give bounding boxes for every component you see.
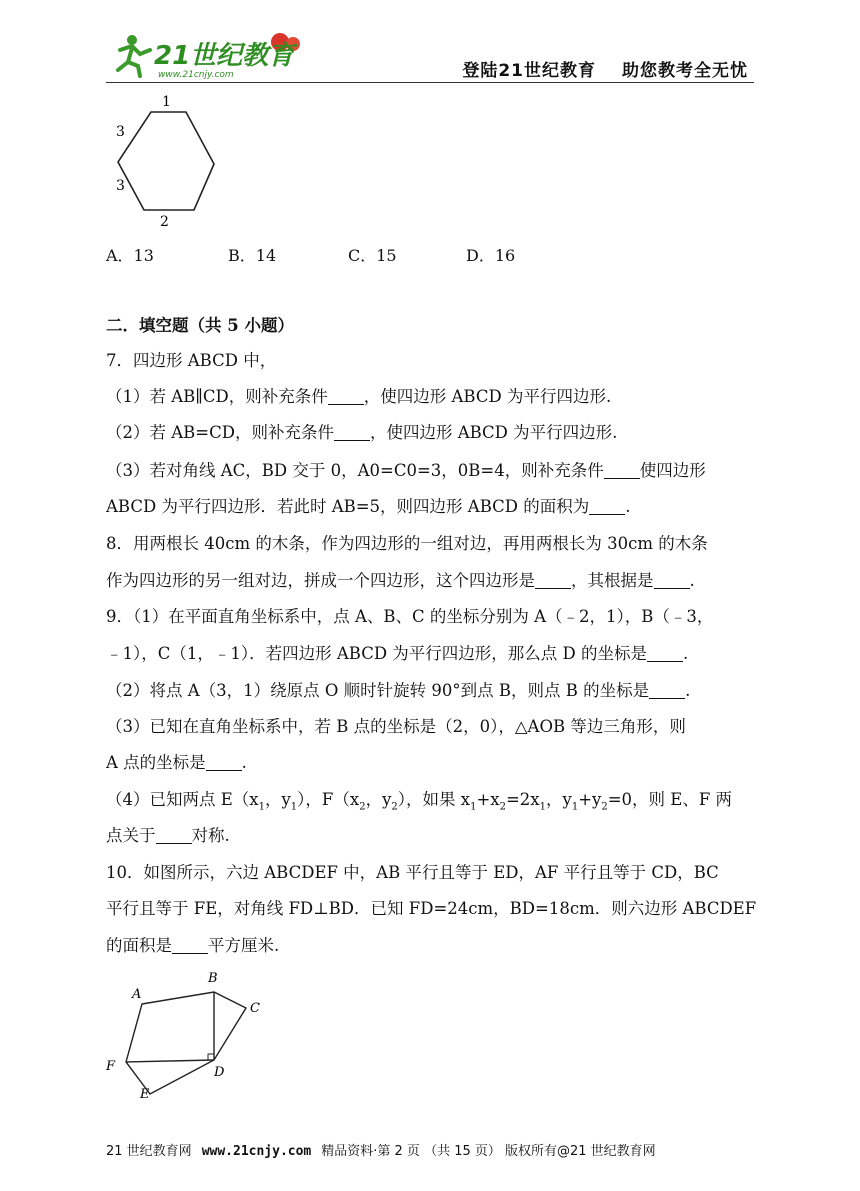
- page-header: [0, 0, 860, 90]
- q9-line7: 点关于 对称.: [106, 826, 230, 845]
- q9-line5: A 点的坐标是 .: [106, 753, 247, 772]
- logo-url: www.21cnjy.com: [158, 70, 234, 80]
- logo: [110, 28, 320, 80]
- q7-part2: （2）若 AB=CD，则补充条件 ，使四边形 ABCD 为平行四边形.: [106, 423, 618, 442]
- q7-part1: （1）若 AB∥CD，则补充条件 ，使四边形 ABCD 为平行四边形.: [106, 387, 612, 406]
- q10-line2: 平行且等于 FE，对角线 FD⊥BD．已知 FD=24cm，BD=18cm．则六边形 ABCDEF: [106, 899, 757, 918]
- answer-blank: [589, 498, 625, 515]
- answer-options: [106, 243, 756, 265]
- hexagon-label-top: 1: [162, 94, 171, 110]
- hexagon-label-lower-left: 3: [116, 178, 125, 194]
- footer-right: 精品资料·第 2 页 （共 15 页） 版权所有@21 世纪教育网: [321, 1144, 656, 1159]
- label-d: D: [214, 1065, 225, 1080]
- answer-blank: [649, 682, 685, 699]
- answer-blank: [172, 937, 208, 954]
- slogan-left: 登陆21世纪教育: [462, 61, 596, 81]
- option-c: C．15: [348, 246, 397, 265]
- footer-left: 21 世纪教育网: [106, 1144, 192, 1159]
- answer-blank: [535, 572, 571, 589]
- hexagon-label-bottom: 2: [160, 214, 169, 230]
- logo-text: 21世纪教育: [154, 41, 295, 71]
- section-title: 二．填空题（共 5 小题）: [106, 316, 294, 335]
- q8-line2: 作为四边形的另一组对边，拼成一个四边形，这个四边形是 ，其根据是 .: [106, 571, 695, 590]
- q7-stem: 7．四边形 ABCD 中，: [106, 351, 277, 370]
- answer-blank: [328, 388, 364, 405]
- hexagon-figure: [106, 92, 226, 232]
- q10-line3: 的面积是 平方厘米.: [106, 936, 280, 955]
- answer-blank: [206, 754, 242, 771]
- q8-line1: 8．用两根长 40cm 的木条，作为四边形的一组对边，再用两根长为 30cm 的木条: [106, 534, 708, 553]
- q7-part3-cont: ABCD 为平行四边形．若此时 AB=5，则四边形 ABCD 的面积为 .: [106, 497, 631, 516]
- answer-blank: [647, 645, 683, 662]
- label-c: C: [250, 1001, 260, 1016]
- right-angle-mark: [208, 1054, 214, 1060]
- answer-blank: [654, 572, 690, 589]
- label-f: F: [106, 1059, 116, 1074]
- answer-blank: [334, 424, 370, 441]
- hexagon-abcdef-shape: [126, 992, 246, 1094]
- option-d: D．16: [466, 246, 516, 265]
- label-a: A: [132, 987, 142, 1002]
- header-divider: [106, 82, 754, 83]
- footer-site: www.21cnjy.com: [201, 1144, 312, 1159]
- option-a: A．13: [106, 246, 154, 265]
- runner-icon: [118, 35, 150, 76]
- answer-blank: [156, 827, 192, 844]
- q9-line4: （3）已知在直角坐标系中，若 B 点的坐标是（2，0），△AOB 等边三角形，则: [106, 717, 686, 736]
- q9-line2: ﹣1），C（1，﹣1）．若四边形 ABCD 为平行四边形，那么点 D 的坐标是 .: [106, 644, 689, 663]
- q9-line6: （4）已知两点 $E(x_1$，$y_1$），$F(x_2$，$y_2$），如果 $x_1+x_2=2x_1$，$y_1+y_2=0$，则 E、F 两: [106, 790, 733, 813]
- q9-line3: （2）将点 A（3，1）绕原点 O 顺时针旋转 90°到点 B，则点 B 的坐标是 .: [106, 681, 691, 700]
- hexagon-shape: [118, 112, 214, 210]
- q7-part3: （3）若对角线 AC，BD 交于 0，A0=C0=3，0B=4，则补充条件 使四边形: [106, 461, 706, 480]
- label-b: B: [208, 971, 218, 986]
- header-slogan: [462, 56, 748, 81]
- hexagon-abcdef-figure: [104, 968, 274, 1103]
- option-b: B．14: [228, 246, 277, 265]
- diagonal-fd: [126, 1060, 214, 1062]
- slogan-right: 助您教考全无忧: [622, 61, 748, 81]
- answer-blank: [604, 462, 640, 479]
- label-e: E: [140, 1087, 150, 1102]
- hexagon-label-upper-left: 3: [116, 124, 125, 140]
- page-footer: [106, 1140, 656, 1159]
- q9-line1: 9．（1）在平面直角坐标系中，点 A、B、C 的坐标分别为 A（﹣2，1），B（﹣3，: [106, 607, 714, 626]
- q10-line1: 10．如图所示，六边 ABCDEF 中，AB 平行且等于 ED，AF 平行且等于 CD，BC: [106, 863, 719, 882]
